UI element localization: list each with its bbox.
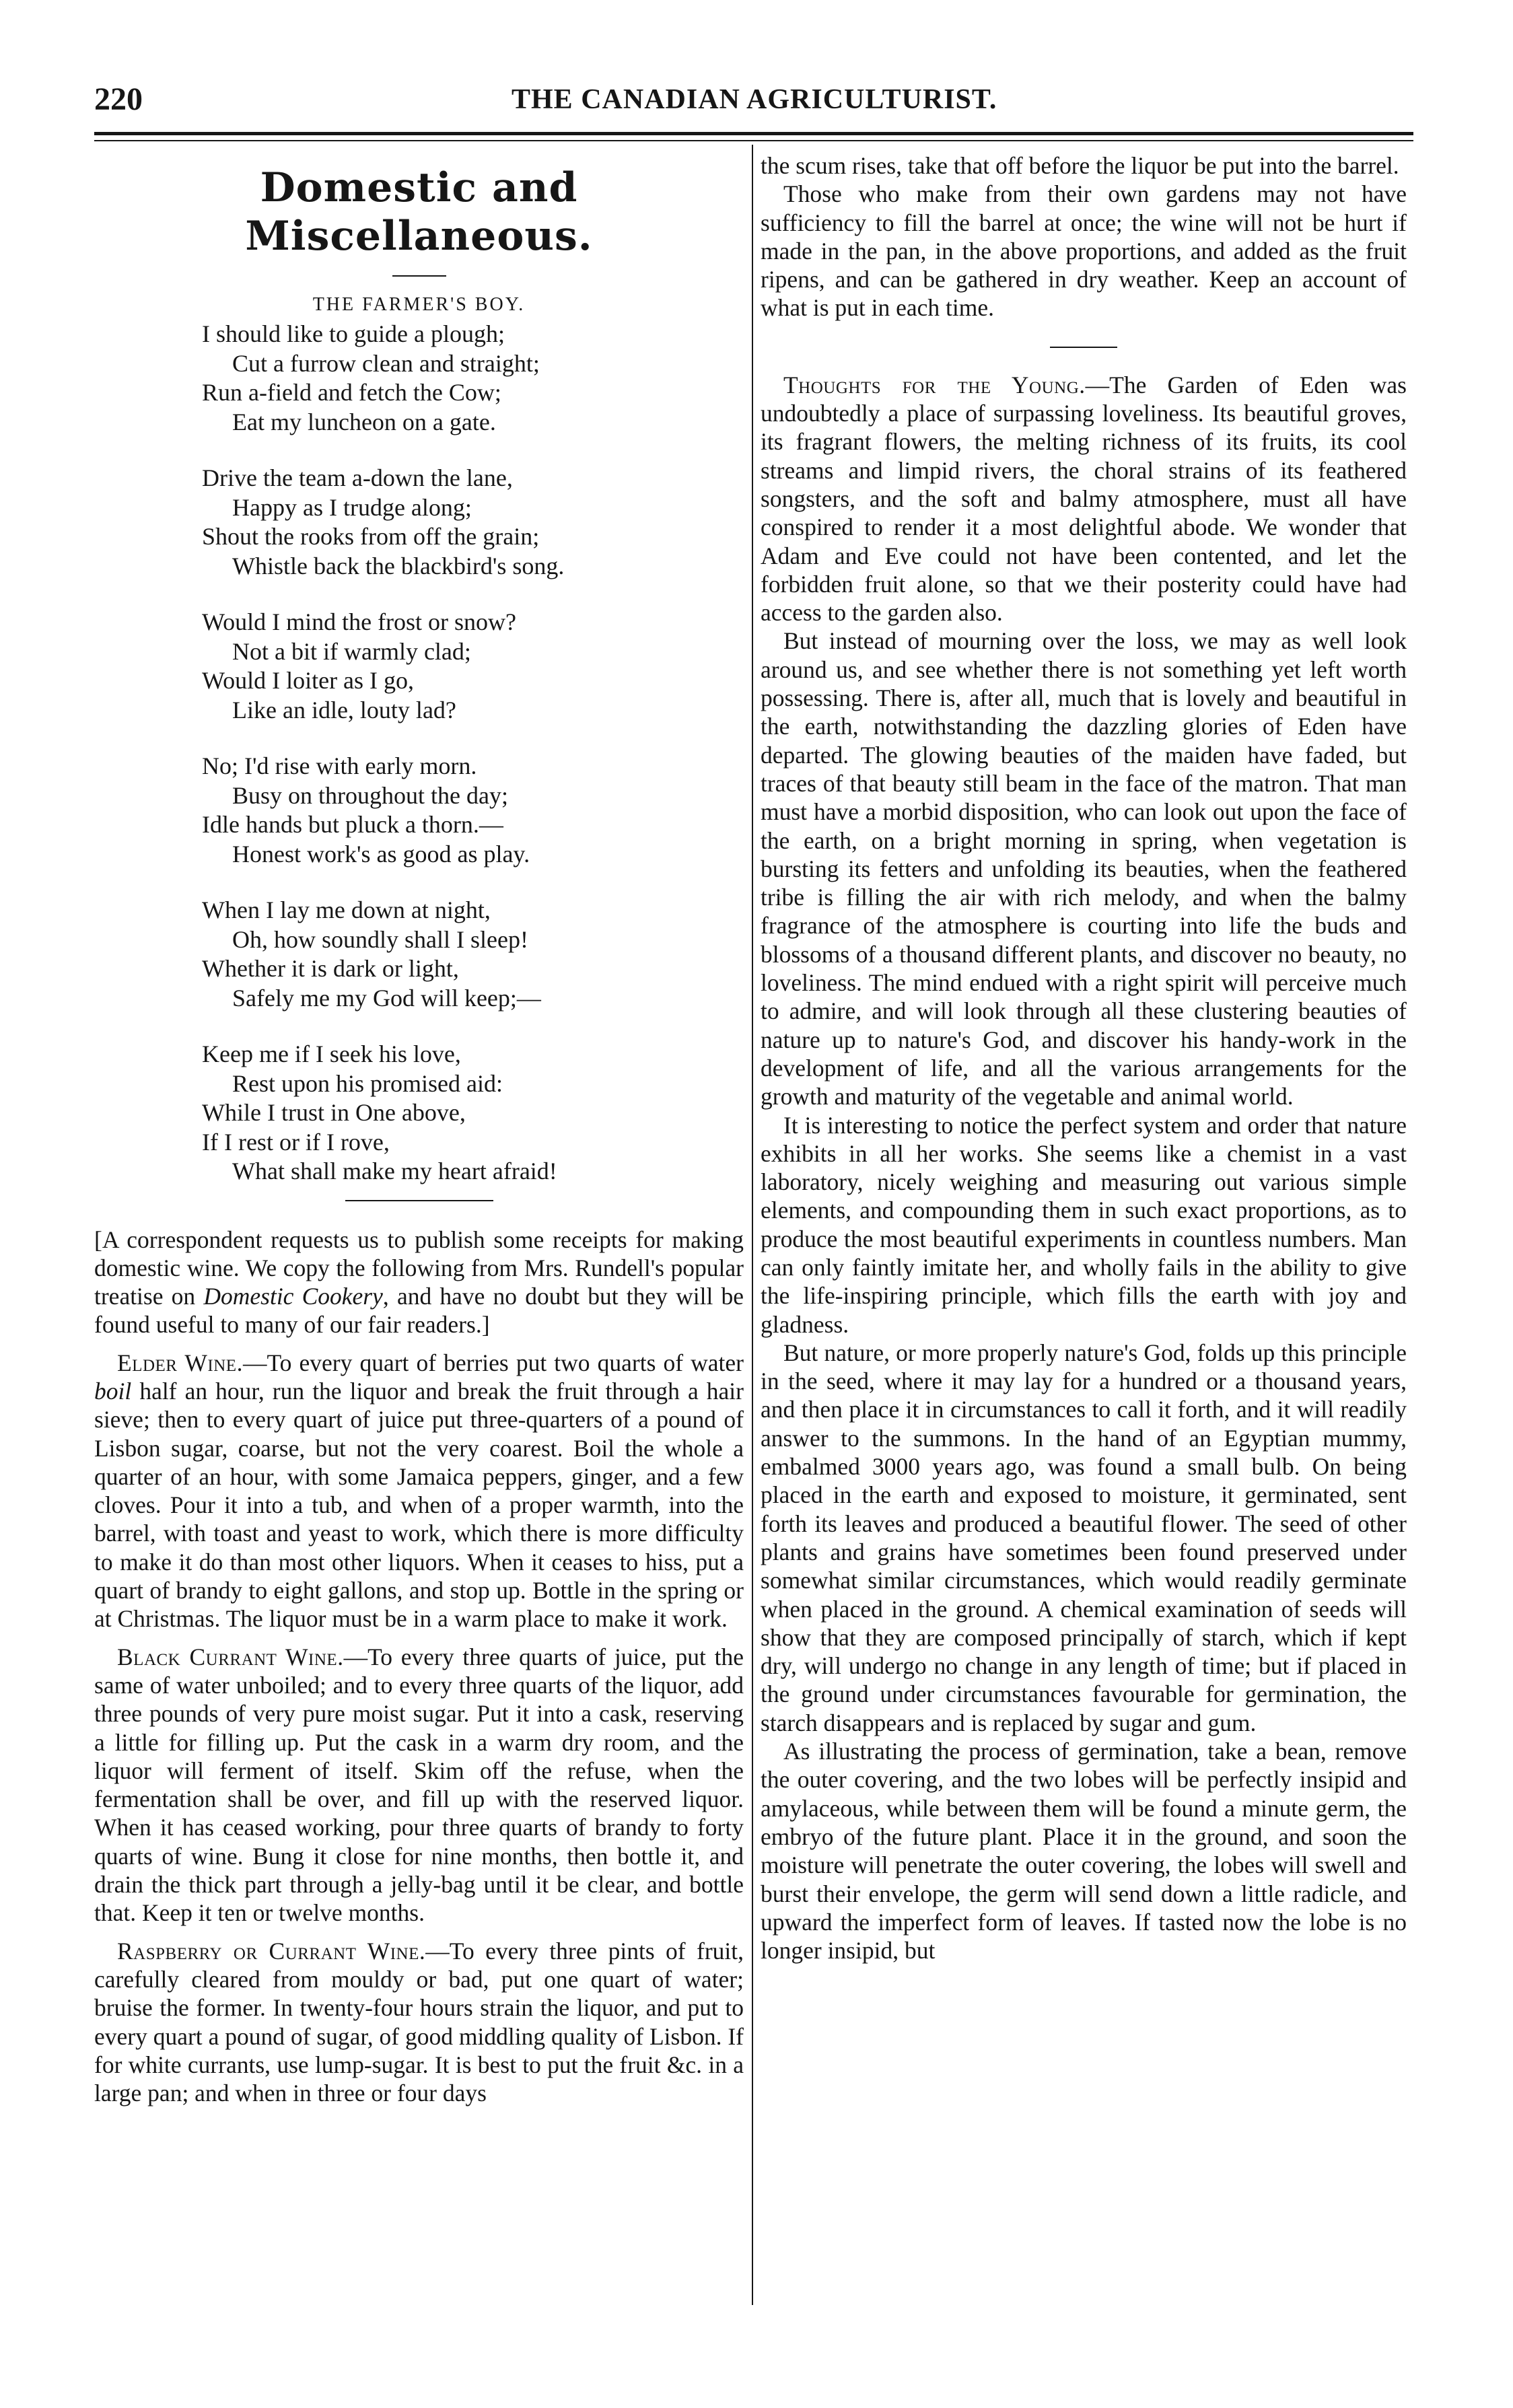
editor-note	[94, 1226, 744, 1339]
recipe-emphasis: boil	[94, 1377, 132, 1405]
recipe-text: —To every quart of berries put two quarts of water	[242, 1349, 744, 1376]
poem-line: When I lay me down at night,	[202, 896, 491, 923]
poem-line: Drive the team a-down the lane,	[202, 464, 513, 491]
recipe-elder-wine	[94, 1349, 744, 1633]
poem-line: Whistle back the blackbird's song.	[232, 552, 565, 579]
page-header	[94, 81, 1413, 124]
poem-line: Idle hands but pluck a thorn.—	[202, 811, 503, 838]
recipe-raspberry-wine	[94, 1937, 744, 2108]
poem-line: Honest work's as good as play.	[232, 840, 530, 867]
column-divider	[752, 145, 753, 2305]
poem-stanza	[202, 608, 744, 725]
poem-stanza	[202, 1040, 744, 1187]
page-number: 220	[94, 81, 143, 117]
recipe-black-currant-wine	[94, 1643, 744, 1927]
poem-stanza	[202, 896, 744, 1013]
poem-line: Whether it is dark or light,	[202, 955, 459, 982]
poem-line: Oh, how soundly shall I sleep!	[232, 925, 528, 953]
poem-line: If I rest or if I rove,	[202, 1128, 390, 1156]
header-rule-thin	[94, 140, 1413, 141]
spacer	[94, 1927, 744, 1937]
article-paragraph: It is interesting to notice the perfect system and order that nature exhibits in all her works. She seems like a chemist in a vast laboratory, nicely weighing and measuring out various simple elements, and compounding them in such exact proportions, as to produce the most beautiful experiments in countless numbers. Man can only faintly imitate her, and wholly fails in the ability to give the life-inspiring principle, which fills the earth with joy and gladness.	[761, 1111, 1407, 1338]
poem-stanza	[202, 752, 744, 869]
poem-stanza	[202, 320, 744, 437]
poem-stanza	[202, 464, 744, 581]
article-paragraph: But nature, or more properly nature's God, folds up this principle in the seed, where it may lay for a hundred or a thousand years, and then place it in circumstances to call it forth, and it will readily answer to the summons. In the hand of an Egyptian mummy, embalmed 3000 years ago, was found a small bulb. On being placed in the earth and exposed to moisture, it germinated, sent forth its leaves and produced a beautiful flower. The seed of other plants and grains have sometimes been found preserved under somewhat similar circumstances, which would readily germinate when placed in the ground. A chemical examination of seeds will show that they are composed principally of starch, which if kept dry, will undergo no change in any length of time; but if placed in the ground under circumstances favourable for germination, the starch disappears and is replaced by sugar and gum.	[761, 1339, 1407, 1736]
poem-line: Shout the rooks from off the grain;	[202, 523, 540, 550]
editor-note-text: , and have no doubt but they will be found useful to many of our fair readers.]	[94, 1283, 744, 1339]
poem-line: While I trust in One above,	[202, 1099, 466, 1126]
poem-line: Like an idle, louty lad?	[232, 696, 456, 723]
spacer	[94, 1339, 744, 1349]
poem-line: Eat my luncheon on a gate.	[232, 408, 496, 435]
poem-line: Cut a furrow clean and straight;	[232, 349, 540, 377]
poem-line: I should like to guide a plough;	[202, 320, 505, 347]
poem-line: No; I'd rise with early morn.	[202, 752, 477, 779]
poem-line: Would I mind the frost or snow?	[202, 608, 517, 635]
poem-line: What shall make my heart afraid!	[232, 1158, 557, 1184]
recipe-note: Those who make from their own gardens may not have sufficiency to fill the barrel at once; the wine will not be hurt if made in the pan, in the above proportions, and added as the fruit ripens, and can be gathered in dry weather. Keep an account of what is put in each time.	[761, 180, 1407, 322]
article-rule	[1050, 347, 1117, 348]
recipe-heading: Raspberry or Currant Wine.	[117, 1937, 426, 1964]
recipe-heading: Black Currant Wine.	[117, 1643, 344, 1670]
spacer	[94, 1633, 744, 1643]
journal-title: THE CANADIAN AGRICULTURIST.	[512, 84, 997, 115]
poem-line: Not a bit if warmly clad;	[232, 637, 471, 665]
poem-line: Rest upon his promised aid:	[232, 1069, 503, 1097]
recipe-heading: Elder Wine.	[117, 1349, 243, 1376]
article-paragraph: As illustrating the process of germination, take a bean, remove the outer covering, and the two lobes will be perfectly insipid and amylaceous, while between them will be found a minute germ, the embryo of the future plant. Place it in the ground, and soon the moisture will penetrate the outer covering, the lobes will swell and burst their envelope, the germ will send down a little radicle, and upward the imperfect form of leaves. If tasted now the lobe is no longer insipid, but	[761, 1738, 1407, 1964]
poem-line: Busy on throughout the day;	[232, 781, 508, 809]
article-paragraph	[761, 371, 1407, 627]
book-title: Domestic Cookery	[203, 1283, 383, 1310]
recipe-text: —To every three pints of fruit, carefully cleared from mouldy or bad, put one quart of water; bruise the former. In twenty-four hours strain the liquor, and put to every quart a pound of sugar, of good middling quality of Lisbon. If for white currants, use lump-sugar. It is best to put the fruit &c. in a large pan; and when in three or four days	[94, 1937, 744, 2107]
left-column	[94, 151, 744, 2305]
poem-line: Happy as I trudge along;	[232, 493, 472, 521]
section-rule	[345, 1200, 493, 1201]
right-column	[761, 151, 1407, 2305]
poem-title: THE FARMER'S BOY.	[312, 294, 526, 315]
article-paragraph: But instead of mourning over the loss, we may as well look around us, and see whether there is not something yet left worth possessing. There is, after all, much that is lovely and beautiful in the earth, notwithstanding the dazzling glories of Eden have departed. The glowing beauties of the maiden have faded, but traces of that beauty still beam in the face of the matron. That man must have a morbid disposition, who can look out upon the face of the earth, on a bright morning in spring, when vegetation is bursting its fetters and unfolding its beauties, when the feathered tribe is filling the air with rich melody, and when the balmy fragrance of the atmosphere is courting into life the buds and blossoms of a thousand different plants, and discover no beauty, no loveliness. The mind endued with a right spirit will perceive much to admire, and will look through all these clustering beauties of nature up to nature's God, and discover his handy-work in the development of life, and all the various arrangements for the growth and maturity of the vegetable and animal world.	[761, 627, 1407, 1110]
section-title: Domestic and Miscellaneous.	[245, 164, 593, 260]
recipe-text: half an hour, run the liquor and break the fruit through a hair sieve; then to every quart of juice put three-quarters of a pound of Lisbon sugar, coarse, but not the very coarest. Boil the whole a quarter of an hour, with some Jamaica peppers, ginger, and a few cloves. Pour it into a tub, and when of a proper warmth, into the barrel, with toast and yeast to work, which there is more difficulty to make it do than most other liquors. When it ceases to hiss, put a quart of brandy to eight gallons, and stop up. Bottle in the spring or at Christmas. The liquor must be in a warm place to make it work.	[94, 1377, 744, 1633]
editor-note-text: [A correspondent requests us to publish some receipts for making domestic wine. We copy the following from Mrs. Rundell's popular treatise on	[94, 1226, 744, 1310]
article-text: —The Garden of Eden was undoubtedly a place of surpassing loveliness. Its beautiful groves, its fragrant flowers, the melting richness of its fruits, its cool streams and limpid rivers, the choral strains of its feathered songsters, and the soft and balmy atmosphere, must all have conspired to render it a most delightful abode. We wonder that Adam and Eve could not have been contented, and let the forbidden fruit alone, so that we their posterity could have had access to the garden also.	[761, 371, 1407, 627]
header-rule	[94, 132, 1413, 135]
poem	[202, 320, 744, 1187]
recipe-text: —To every three quarts of juice, put the same of water unboiled; and to every three quarts of the liquor, add three pounds of very pure moist sugar. Put it into a cask, reserving a little for filling up. Put the cask in a warm dry room, and the liquor will ferment of itself. Skim off the refuse, when the fermentation shall be over, and fill up with the reserved liquor. When it has ceased working, pour three quarts of brandy to forty quarts of wine. Bung it close for nine months, then bottle it, and drain the thick part through a jelly-bag until it be clear, and bottle that. Keep it ten or twelve months.	[94, 1643, 744, 1927]
poem-line: Would I loiter as I go,	[202, 667, 415, 694]
article-heading: Thoughts for the Young.	[783, 371, 1086, 398]
title-dash	[392, 275, 446, 277]
poem-line: Keep me if I seek his love,	[202, 1040, 461, 1067]
recipe-continuation: the scum rises, take that off before the liquor be put into the barrel.	[761, 152, 1399, 179]
poem-line: Run a-field and fetch the Cow;	[202, 379, 501, 406]
poem-line: Safely me my God will keep;—	[232, 984, 541, 1012]
